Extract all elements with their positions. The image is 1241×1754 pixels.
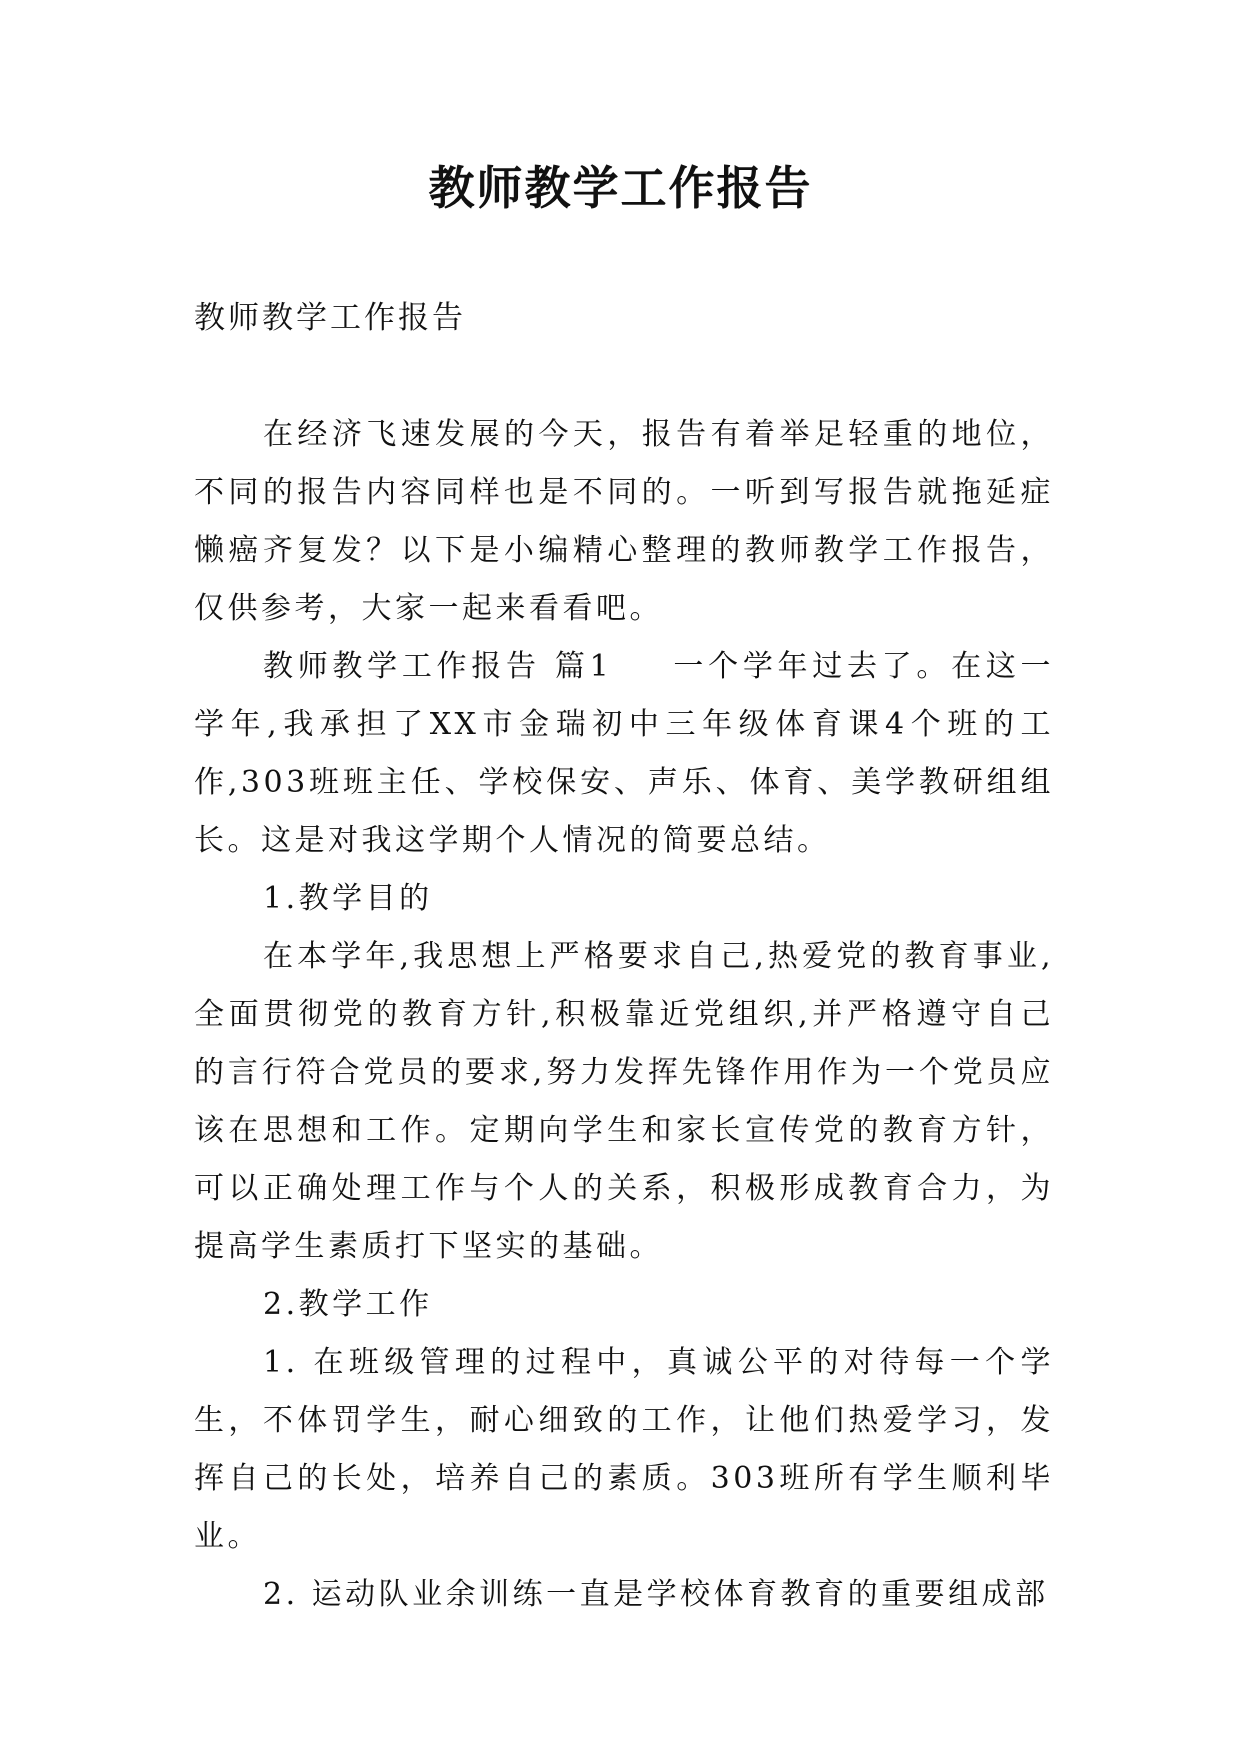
- document-title: 教师教学工作报告: [428, 161, 813, 215]
- section-paragraph: [194, 638, 1054, 870]
- heading-teaching-goal: 1.教学目的: [263, 881, 433, 916]
- section-label: 教师教学工作报告 篇1: [263, 649, 613, 684]
- teaching-work-item-1: 1. 在班级管理的过程中，真诚公平的对待每一个学生，不体罚学生，耐心细致的工作，让他们热爱学习，发挥自己的长处，培养自己的素质。303班所有学生顺利毕业。: [194, 1345, 1054, 1554]
- intro-paragraph: 在经济飞速发展的今天，报告有着举足轻重的地位，不同的报告内容同样也是不同的。一听到写报告就拖延症懒癌齐复发？以下是小编精心整理的教师教学工作报告，仅供参考，大家一起来看看吧。: [194, 417, 1054, 626]
- section-text: 一个学年过去了。在这一学年,我承担了XX市金瑞初中三年级体育课4个班的工作,303班班主任、学校保安、声乐、体育、美学教研组组长。这是对我这学期个人情况的简要总结。: [194, 649, 1055, 858]
- document-body: [194, 406, 1054, 1624]
- document-subtitle: 教师教学工作报告: [194, 300, 466, 336]
- teaching-goal-paragraph: 在本学年,我思想上严格要求自己,热爱党的教育事业,全面贯彻党的教育方针,积极靠近党组织,并严格遵守自己的言行符合党员的要求,努力发挥先锋作用作为一个党员应该在思想和工作。定期向学生和家长宣传党的教育方针，可以正确处理工作与个人的关系，积极形成教育合力，为提高学生素质打下坚实的基础。: [194, 939, 1054, 1264]
- teaching-work-item-2: 2. 运动队业余训练一直是学校体育教育的重要组成部: [263, 1577, 1049, 1612]
- heading-teaching-work: 2.教学工作: [263, 1287, 433, 1322]
